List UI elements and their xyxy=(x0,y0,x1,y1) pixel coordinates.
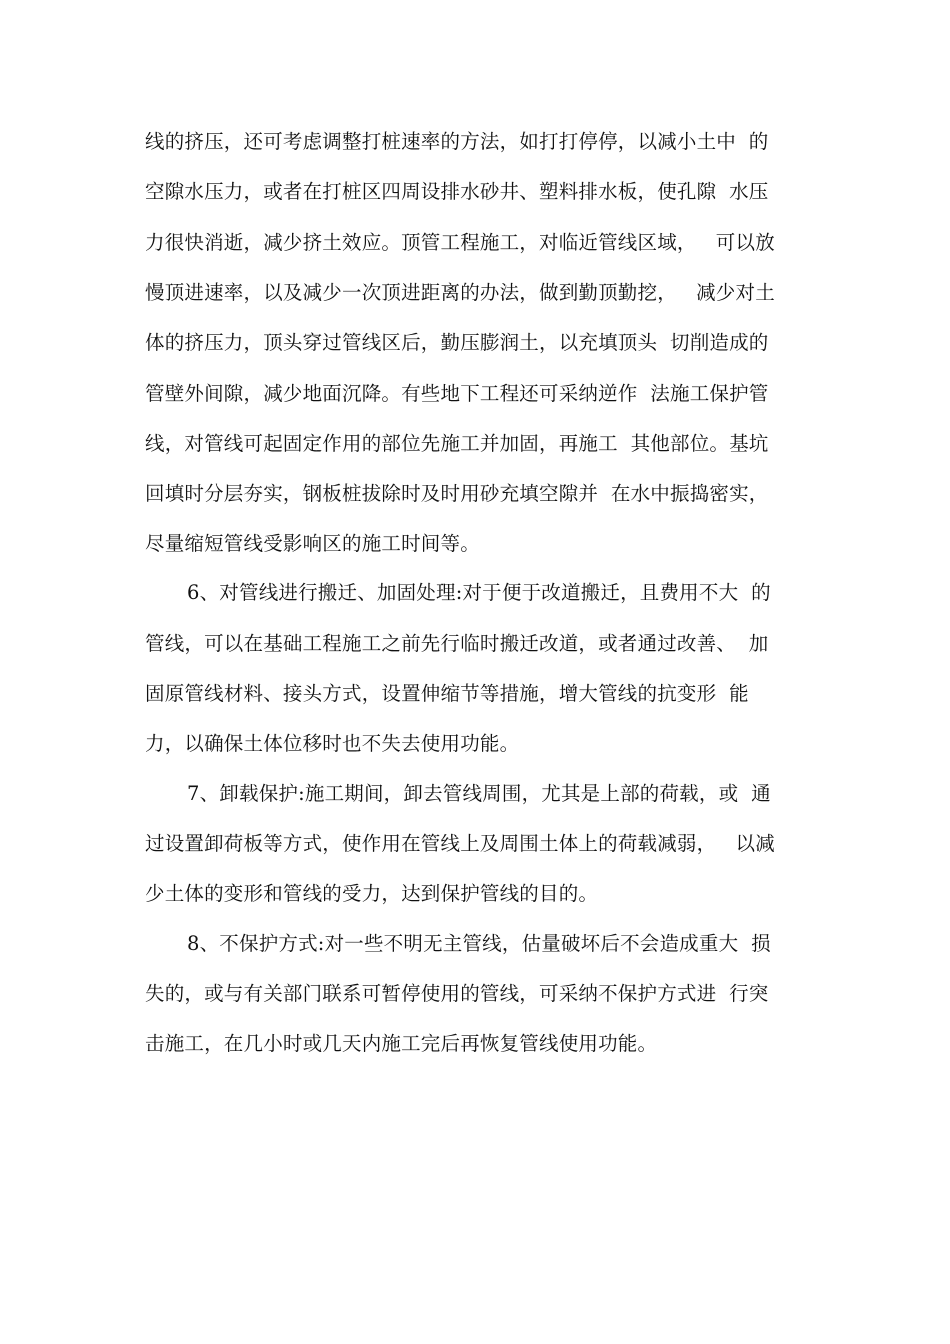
text-line: 线，对管线可起固定作用的部位先施工并加固，再施工 其他部位。基坑 xyxy=(145,432,769,455)
text-line: 管壁外间隙，减少地面沉降。有些地下工程还可采纳逆作 法施工保护管 xyxy=(145,382,769,405)
text-line: 过设置卸荷板等方式，使作用在管线上及周围土体上的荷载减弱， 以减 xyxy=(145,832,775,855)
text-line: 体的挤压力，顶头穿过管线区后，勤压膨润土，以充填顶头 切削造成的 xyxy=(145,331,769,354)
text-line: 慢顶进速率，以及减少一次顶进距离的办法，做到勤顶勤挖， 减少对土 xyxy=(145,281,775,304)
text-line: 线的挤压，还可考虑调整打桩速率的方法，如打打停停，以减小土中 的 xyxy=(145,130,769,153)
text-line: 固原管线材料、接头方式，设置伸缩节等措施，增大管线的抗变形 能 xyxy=(145,682,749,705)
paragraph-6-first-line: 6、对管线进行搬迁、加固处理:对于便于改道搬迁，且费用不大 的 xyxy=(187,581,771,604)
text-line: 尽量缩短管线受影响区的施工时间等。 xyxy=(145,532,480,555)
text-line: 空隙水压力，或者在打桩区四周设排水砂井、塑料排水板，使孔隙 水压 xyxy=(145,180,769,203)
text-line: 力很快消逝，减少挤土效应。顶管工程施工，对临近管线区域， 可以放 xyxy=(145,231,775,254)
text-line: 回填时分层夯实，钢板桩拔除时及时用砂充填空隙并 在水中振捣密实， xyxy=(145,482,769,505)
text-line: 力，以确保土体位移时也不失去使用功能。 xyxy=(145,732,520,755)
text-line: 击施工，在几小时或几天内施工完后再恢复管线使用功能。 xyxy=(145,1032,658,1055)
text-line: 少土体的变形和管线的受力，达到保护管线的目的。 xyxy=(145,882,599,905)
paragraph-8-first-line: 8、不保护方式:对一些不明无主管线，估量破坏后不会造成重大 损 xyxy=(187,932,771,955)
text-line: 失的，或与有关部门联系可暂停使用的管线，可采纳不保护方式进 行突 xyxy=(145,982,769,1005)
text-line: 管线，可以在基础工程施工之前先行临时搬迁改道，或者通过改善、 加 xyxy=(145,632,769,655)
paragraph-7-first-line: 7、卸载保护:施工期间，卸去管线周围，尤其是上部的荷载，或 通 xyxy=(187,782,771,805)
